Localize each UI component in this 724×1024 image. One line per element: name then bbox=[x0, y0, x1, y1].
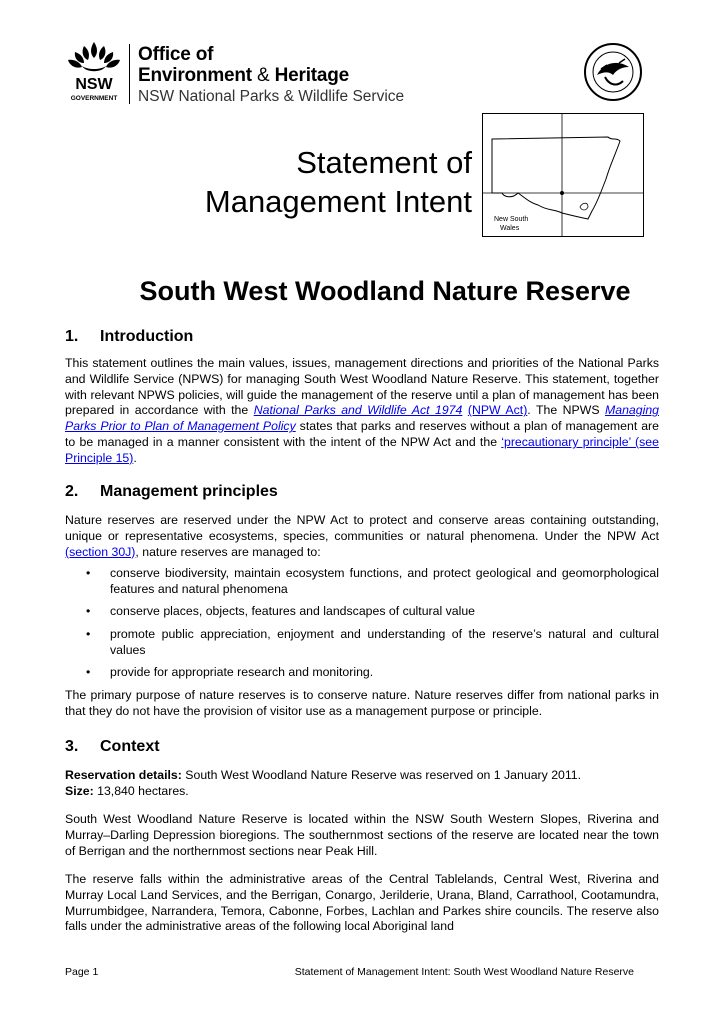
office-heritage: Heritage bbox=[274, 65, 350, 86]
precautionary-principle-link[interactable]: ‘precautionary principle’ (see Principle 15) bbox=[65, 434, 659, 465]
principles-paragraph bbox=[65, 513, 659, 560]
section-heading-context bbox=[65, 737, 160, 757]
office-name bbox=[138, 44, 349, 86]
list-item bbox=[86, 604, 659, 620]
reservation-line bbox=[65, 768, 659, 784]
npw-act-link[interactable]: National Parks and Wildlife Act 1974 bbox=[253, 403, 463, 418]
reserve-name-heading: South West Woodland Nature Reserve bbox=[139, 276, 631, 306]
nsw-logo-text: NSW bbox=[75, 76, 113, 93]
principles-text-2: , nature reserves are managed to: bbox=[135, 544, 321, 559]
office-environment: Environment bbox=[138, 65, 252, 86]
list-item bbox=[86, 627, 659, 659]
office-line-2 bbox=[138, 65, 349, 86]
section-number: 3. bbox=[65, 738, 79, 755]
size-value: 13,840 hectares. bbox=[93, 783, 189, 798]
bullet-icon: • bbox=[86, 566, 91, 580]
bullet-icon: • bbox=[86, 627, 91, 641]
reservation-value: South West Woodland Nature Reserve was reserved on 1 January 2011. bbox=[181, 768, 582, 782]
intro-text-3: states that parks and reserves without a plan of management are to be managed in a manner consistent with the intent of the NPW Act and the bbox=[65, 419, 659, 449]
section-number: 1. bbox=[65, 328, 79, 345]
principles-paragraph-2: The primary purpose of nature reserves is to conserve nature. Nature reserves differ from national parks in that they do not have the provision of visitor use as a management purpose or principle. bbox=[65, 688, 659, 718]
nsw-map-icon bbox=[482, 113, 644, 237]
section-heading-management-principles bbox=[65, 482, 278, 502]
bullet-text: conserve biodiversity, maintain ecosystem functions, and protect geological and geomorphological features and natural phenomena bbox=[110, 566, 659, 596]
document-title bbox=[205, 143, 472, 221]
service-name: NSW National Parks & Wildlife Service bbox=[138, 88, 405, 105]
bullet-text: promote public appreciation, enjoyment and understanding of the reserve’s natural and cultural values bbox=[110, 627, 659, 657]
section-30j-link[interactable]: (section 30J) bbox=[65, 544, 136, 559]
nsw-locator-map bbox=[482, 113, 644, 237]
office-line-1: Office of bbox=[138, 44, 214, 65]
bullet-icon: • bbox=[86, 665, 91, 679]
lyrebird-emblem-icon bbox=[583, 41, 643, 103]
size-label: Size: bbox=[65, 783, 94, 798]
map-label-line-2: Wales bbox=[500, 225, 520, 232]
intro-text-4: . bbox=[133, 450, 137, 465]
map-label-line-1: New South bbox=[494, 216, 529, 223]
bullet-text: conserve places, objects, features and landscapes of cultural value bbox=[110, 604, 476, 618]
list-item bbox=[86, 566, 659, 598]
footer-document-title: Statement of Management Intent: South West Woodland Nature Reserve bbox=[294, 966, 634, 978]
section-title: Introduction bbox=[100, 328, 194, 345]
government-logo-text: GOVERNMENT bbox=[70, 95, 118, 102]
npw-act-abbrev-link[interactable]: (NPW Act) bbox=[467, 403, 528, 418]
bullet-icon: • bbox=[86, 604, 91, 618]
size-line bbox=[65, 784, 659, 800]
office-ampersand: & bbox=[257, 65, 270, 86]
section-number: 2. bbox=[65, 483, 79, 500]
reservation-details bbox=[65, 768, 659, 800]
introduction-paragraph bbox=[65, 356, 659, 467]
document-title-line-2: Management Intent bbox=[204, 184, 472, 219]
principles-text-1: Nature reserves are reserved under the NPW Act to protect and conserve areas containing outstanding, unique or representative ecosystems, species, communities or natural phenomena. Under the NPW Act bbox=[65, 513, 659, 543]
nsw-government-logo bbox=[64, 40, 124, 104]
context-paragraph-location: South West Woodland Nature Reserve is located within the NSW South Western Slopes, Riverina and Murray–Darling Depression bioregions. The southernmost sections of the reserve are located near the town of Berrigan and the northernmost sections near Peak Hill. bbox=[65, 812, 659, 858]
managing-parks-policy-link[interactable]: Managing Parks Prior to Plan of Management Policy bbox=[65, 403, 660, 434]
section-title: Management principles bbox=[100, 483, 278, 500]
list-item bbox=[86, 665, 659, 681]
document-title-line-1: Statement of bbox=[296, 145, 472, 180]
section-title: Context bbox=[100, 738, 160, 755]
intro-text-1: This statement outlines the main values, issues, management directions and priorities of the National Parks and Wildlife Service (NPWS) for managing South West Woodland Nature Reserve. This statement, together with relevant NPWS policies, will guide the management of the reserve until a plan of management has been prepared in accordance with the bbox=[65, 356, 659, 418]
context-paragraph-admin: The reserve falls within the administrative areas of the Central Tablelands, Central West, Riverina and Murray Local Land Services, and the Berrigan, Conargo, Jerilderie, Urana, Bland, Carrathool, Cootamundra, Murrumbidgee, Narrandera, Temora, Cabonne, Forbes, Lachlan and Parkes shire councils. The reserve also falls under the administrative areas of the following local Aboriginal land bbox=[65, 872, 659, 934]
section-heading-introduction bbox=[65, 327, 193, 347]
waratah-icon bbox=[64, 40, 124, 104]
bullet-text: provide for appropriate research and monitoring. bbox=[110, 665, 374, 679]
npws-emblem bbox=[583, 41, 643, 103]
reservation-label: Reservation details: bbox=[65, 768, 182, 782]
intro-text-2: . The NPWS bbox=[527, 403, 605, 418]
footer-page-number: Page 1 bbox=[65, 966, 99, 978]
logo-divider bbox=[129, 44, 130, 104]
